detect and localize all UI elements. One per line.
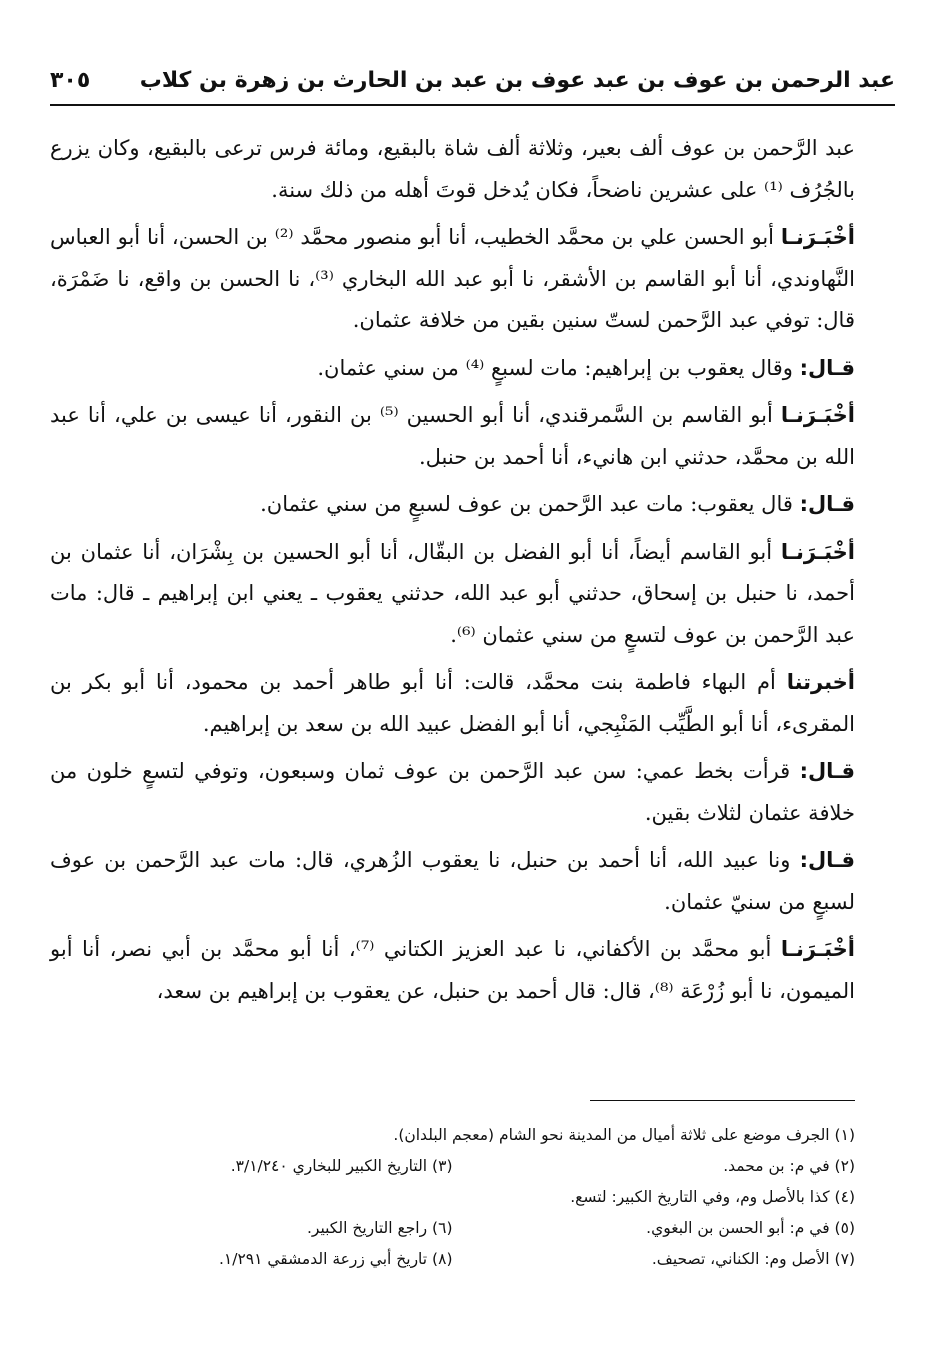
footnote [50, 1213, 453, 1244]
footnote-text: التاريخ الكبير للبخاري ٣/١/٢٤٠. [230, 1157, 428, 1175]
footnote-number: (٤) [834, 1188, 855, 1206]
footnote [453, 1151, 856, 1182]
footnote-number: (٦) [432, 1219, 453, 1237]
paragraph [50, 484, 855, 526]
footnote [50, 1151, 453, 1182]
running-header [50, 60, 895, 100]
paragraph-text: أبو القاسم بن السَّمرقندي، أنا أبو الحسين ⁽⁵⁾ بن النقور، أنا عيسى بن علي، أنا عبد الله بن محمَّد، حدثني ابن هانيء، أنا أحمد بن حنبل. [50, 403, 855, 469]
paragraph [50, 128, 855, 211]
paragraph-text: أبو محمَّد بن الأكفاني، نا عبد العزيز الكتاني ⁽⁷⁾، أنا أبو محمَّد بن أبي نصر، أنا أبو الميمون، نا أبو زُرْعَة ⁽⁸⁾، قال: قال أحمد بن حنبل، عن يعقوب بن إبراهيم بن سعد، [50, 937, 855, 1003]
footnote [50, 1244, 453, 1275]
footnote-divider [590, 1100, 855, 1101]
paragraph-lead: أخْبَـرَنـا [780, 937, 856, 961]
page-number: ٣٠٥ [50, 67, 91, 93]
paragraph-lead: قـال: [799, 848, 855, 872]
footnote-number: (٨) [432, 1250, 453, 1268]
footnote-text: تاريخ أبي زرعة الدمشقي ١/٢٩١. [218, 1250, 428, 1268]
footnote-row [50, 1182, 855, 1213]
paragraph-text: قرأت بخط عمي: سن عبد الرَّحمن بن عوف ثمان وسبعون، وتوفي لتسعٍ خلون من خلافة عثمان لثلاث بقين. [50, 759, 855, 825]
paragraph-lead: قـال: [799, 492, 855, 516]
header-divider [50, 104, 895, 106]
paragraph-lead: أخْبَـرَنـا [780, 225, 855, 249]
footnote-text: راجع التاريخ الكبير. [306, 1219, 428, 1237]
paragraph-text: وقال يعقوب بن إبراهيم: مات لسبعٍ ⁽⁴⁾ من سني عثمان. [317, 355, 800, 380]
paragraph-text: قال يعقوب: مات عبد الرَّحمن بن عوف لسبعٍ من سني عثمان. [260, 492, 800, 516]
paragraph [50, 929, 855, 1012]
footnote [50, 1182, 855, 1213]
footnote-text: كذا بالأصل وم، وفي التاريخ الكبير: لتسع. [570, 1188, 830, 1206]
footnote-text: الأصل وم: الكناني، تصحيف. [651, 1250, 830, 1268]
footnote-number: (٧) [834, 1250, 855, 1268]
paragraph-text: ونا عبيد الله، أنا أحمد بن حنبل، نا يعقوب الزُهري، قال: مات عبد الرَّحمن بن عوف لسبعٍ من سنيّ عثمان. [50, 848, 855, 914]
footnote-row [50, 1151, 855, 1182]
paragraph-lead: أخْبَـرَنـا [780, 403, 855, 427]
paragraph-text: أم البهاء فاطمة بنت محمَّد، قالت: أنا أبو طاهر أحمد بن محمود، أنا أبو بكر بن المقرىء، أنا أبو الطَّيِّب المَنْبِجي، أنا أبو الفضل عبيد الله بن سعد بن إبراهيم. [50, 670, 855, 736]
paragraph [50, 751, 855, 834]
main-text [50, 128, 855, 1018]
paragraph-lead: أخبرتنا [786, 670, 855, 694]
paragraph-lead: قـال: [799, 355, 855, 380]
paragraph [50, 348, 855, 390]
paragraph-text: أبو القاسم أيضاً، أنا أبو الفضل بن البقّال، أنا أبو الحسين بن بِشْرَان، أنا عثمان بن أحمد، نا حنبل بن إسحاق، حدثني أبو عبد الله، حدثني يعقوب ـ يعني ابن إبراهيم ـ قال: مات عبد الرَّحمن بن عوف لتسعٍ من سني عثمان ⁽⁶⁾. [50, 539, 855, 647]
footnote-number: (٣) [432, 1157, 453, 1175]
footnote-text: في م: أبو الحسن بن البغوي. [646, 1219, 830, 1237]
running-title: عبد الرحمن بن عوف بن عبد عوف بن عبد بن الحارث بن زهرة بن كلاب [139, 67, 895, 93]
footnotes [50, 1120, 855, 1275]
footnote-number: (٥) [834, 1219, 855, 1237]
paragraph [50, 532, 855, 657]
footnote-row [50, 1244, 855, 1275]
paragraph [50, 840, 855, 923]
footnote [453, 1244, 856, 1275]
paragraph [50, 662, 855, 745]
paragraph [50, 217, 855, 342]
paragraph-lead: قـال: [799, 759, 855, 783]
footnote [50, 1120, 855, 1151]
paragraph-text: أبو الحسن علي بن محمَّد الخطيب، أنا أبو منصور محمَّد ⁽²⁾ بن الحسن، أنا أبو العباس النَّهاوندي، أنا أبو القاسم بن الأشقر، نا أبو عبد الله البخاري ⁽³⁾، نا الحسن بن واقع، نا ضَمْرَة، قال: توفي عبد الرَّحمن لستّ سنين بقين من خلافة عثمان. [50, 225, 856, 332]
footnote-text: في م: بن محمد. [723, 1157, 830, 1175]
footnote-number: (٢) [834, 1157, 855, 1175]
paragraph-text: عبد الرَّحمن بن عوف ألف بعير، وثلاثة ألف شاة بالبقيع، ومائة فرس ترعى بالبقيع، وكان يزرع بالجُرُف ⁽¹⁾ على عشرين ناضحاً، فكان يُدخل قوتَ أهله من ذلك سنة. [50, 136, 855, 202]
paragraph-lead: أخْبَـرَنـا [780, 539, 855, 564]
footnote-row [50, 1120, 855, 1151]
footnote [453, 1213, 856, 1244]
paragraph [50, 395, 855, 478]
footnote-row [50, 1213, 855, 1244]
footnote-number: (١) [834, 1126, 855, 1144]
footnote-text: الجرف موضع على ثلاثة أميال من المدينة نحو الشام (معجم البلدان). [393, 1126, 830, 1144]
